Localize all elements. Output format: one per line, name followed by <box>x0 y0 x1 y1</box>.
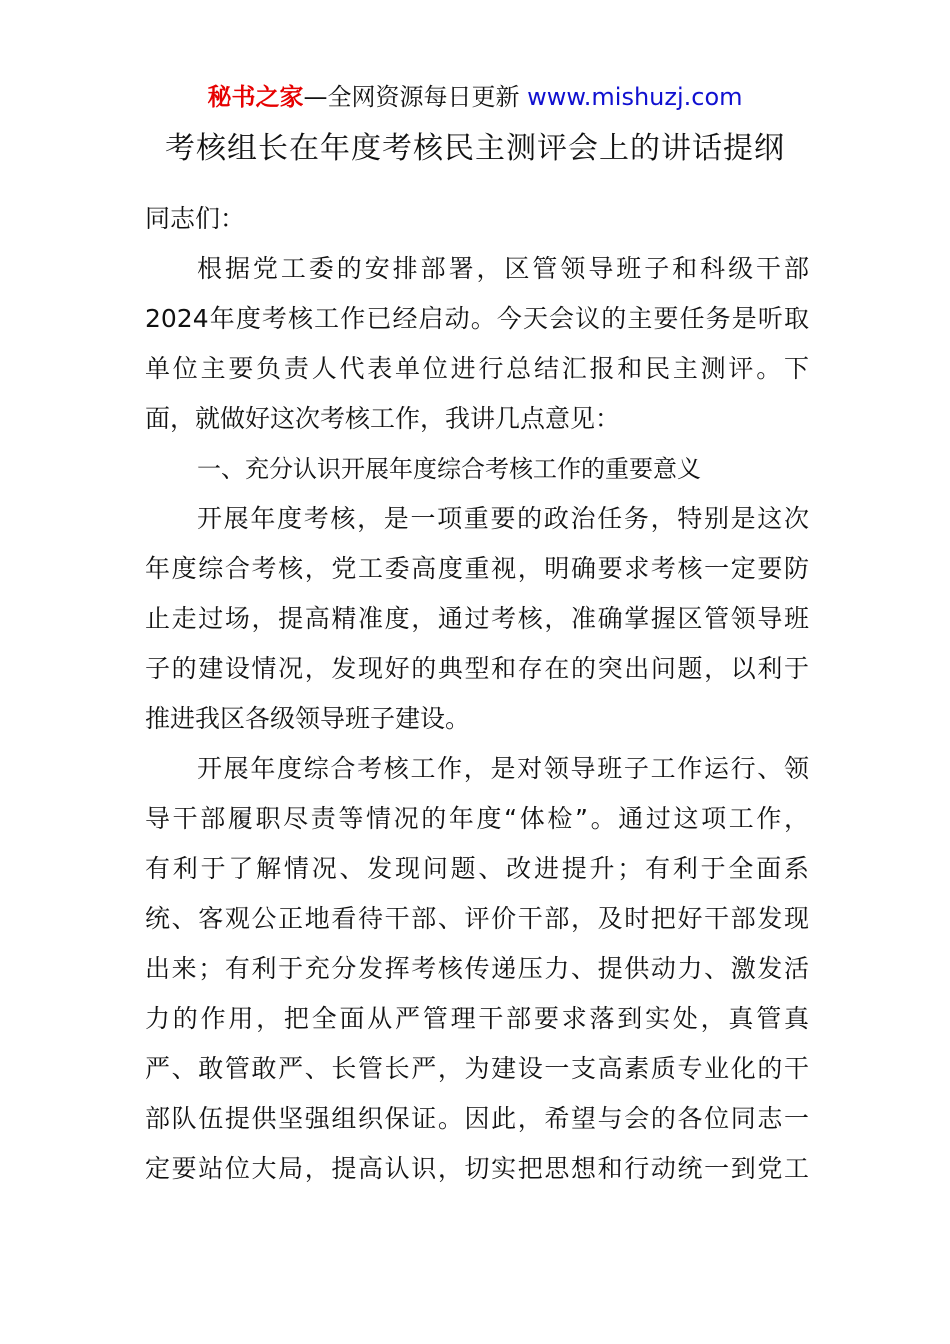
brand-name: 秘书之家 <box>207 83 304 111</box>
paragraph-line: 部队伍提供坚强组织保证。因此，希望与会的各位同志一 <box>145 1104 809 1133</box>
paragraph-line: 根据党工委的安排部署，区管领导班子和科级干部 <box>197 254 809 283</box>
salutation: 同志们： <box>145 204 246 233</box>
paragraph-line: 统、客观公正地看待干部、评价干部，及时把好干部发现 <box>145 904 809 933</box>
paragraph-line: 力的作用，把全面从严管理干部要求落到实处，真管真 <box>145 1004 809 1033</box>
paragraph-line: 开展年度考核，是一项重要的政治任务，特别是这次 <box>197 504 809 533</box>
paragraph-line: 年度综合考核，党工委高度重视，明确要求考核一定要防 <box>145 554 809 583</box>
paragraph-line: 有利于了解情况、发现问题、改进提升；有利于全面系 <box>145 854 809 883</box>
paragraph-line: 导干部履职尽责等情况的年度“体检”。通过这项工作， <box>145 804 809 833</box>
document-body <box>145 194 809 1194</box>
site-header <box>0 80 950 114</box>
paragraph-line: 单位主要负责人代表单位进行总结汇报和民主测评。下 <box>145 354 809 383</box>
paragraph-line: 严、敢管敢严、长管长严，为建设一支高素质专业化的干 <box>145 1054 809 1083</box>
paragraph-line: 子的建设情况，发现好的典型和存在的突出问题，以利于 <box>145 654 809 683</box>
section-heading: 一、充分认识开展年度综合考核工作的重要意义 <box>197 455 701 483</box>
paragraph-line: 面，就做好这次考核工作，我讲几点意见： <box>145 404 621 433</box>
paragraph-line: 定要站位大局，提高认识，切实把思想和行动统一到党工 <box>145 1154 809 1183</box>
paragraph-line: 出来；有利于充分发挥考核传递压力、提供动力、激发活 <box>145 954 809 983</box>
paragraph-line: 2024年度考核工作已经启动。今天会议的主要任务是听取 <box>145 304 809 333</box>
paragraph-line: 止走过场，提高精准度，通过考核，准确掌握区管领导班 <box>145 604 809 633</box>
document-title: 考核组长在年度考核民主测评会上的讲话提纲 <box>165 131 785 166</box>
paragraph-line: 开展年度综合考核工作，是对领导班子工作运行、领 <box>197 754 809 783</box>
site-url-link[interactable]: www.mishuzj.com <box>527 83 743 111</box>
paragraph-line: 推进我区各级领导班子建设。 <box>145 704 471 733</box>
site-tagline: —全网资源每日更新 <box>303 83 520 111</box>
